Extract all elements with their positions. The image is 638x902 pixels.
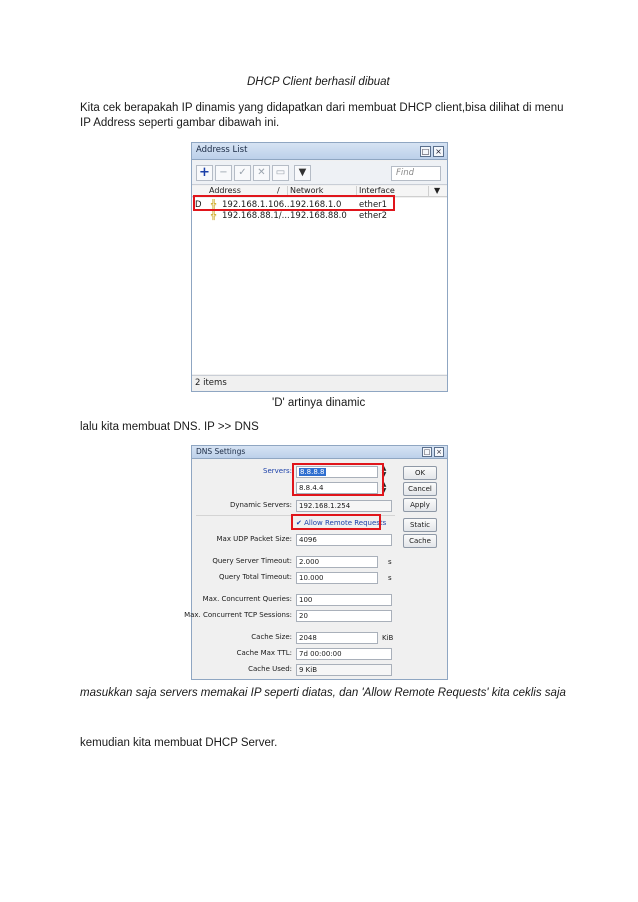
server-input-1[interactable]: 8.8.8.8	[296, 466, 378, 478]
remove-button[interactable]: −	[215, 165, 232, 181]
column-header[interactable]: Network	[290, 186, 324, 195]
cache-used-label: Cache Used:	[248, 665, 292, 673]
cache-max-ttl-label: Cache Max TTL:	[236, 649, 292, 657]
find-input[interactable]: Find	[391, 166, 441, 181]
cancel-button[interactable]: Cancel	[403, 482, 437, 496]
item-count: 2 items	[195, 378, 227, 388]
apply-button[interactable]: Apply	[403, 498, 437, 512]
comment-button[interactable]: ▭	[272, 165, 289, 181]
dns-settings-titlebar	[192, 446, 447, 459]
spin-arrows-icon[interactable]: ▲ ▼	[381, 465, 387, 478]
ip-address-icon: ╬	[211, 211, 217, 221]
window-title: Address List	[196, 145, 248, 155]
address-list-window	[191, 142, 448, 392]
cache-size-input[interactable]: 2048	[296, 632, 378, 644]
paragraph-line: lalu kita membuat DNS. IP >> DNS	[80, 421, 259, 433]
max-concurrent-queries-label: Max. Concurrent Queries:	[202, 595, 292, 603]
table-row[interactable]	[192, 211, 447, 222]
enable-button[interactable]: ✓	[234, 165, 251, 181]
address-cell: 192.168.88.1/...	[222, 211, 290, 221]
max-concurrent-tcp-label: Max. Concurrent TCP Sessions:	[184, 611, 292, 619]
network-cell: 192.168.88.0	[290, 211, 347, 221]
interface-cell: ether1	[359, 200, 388, 210]
max-udp-label: Max UDP Packet Size:	[216, 535, 292, 543]
status-bar	[192, 375, 447, 391]
filter-icon[interactable]: ▼	[294, 165, 311, 181]
cache-button[interactable]: Cache	[403, 534, 437, 548]
allow-remote-checkbox[interactable]: ✔ Allow Remote Requests	[296, 519, 387, 527]
unit-label: KiB	[382, 634, 394, 642]
address-list-titlebar	[192, 143, 447, 160]
ok-button[interactable]: OK	[403, 466, 437, 480]
cache-size-label: Cache Size:	[251, 633, 292, 641]
maximize-icon[interactable]: □	[421, 147, 430, 156]
address-cell: 192.168.1.106...	[222, 200, 293, 210]
spin-arrows-icon[interactable]: ▲ ▼	[381, 481, 387, 494]
ip-address-icon: ╬	[211, 200, 217, 210]
column-header[interactable]: Interface	[359, 186, 395, 195]
max-udp-input[interactable]: 4096	[296, 534, 392, 546]
dynamic-servers-field: 192.168.1.254	[296, 500, 392, 512]
paragraph-line: Kita cek berapakah IP dinamis yang didapatkan dari membuat DHCP client,bisa dilihat di menu	[80, 102, 564, 114]
paragraph-line: kemudian kita membuat DHCP Server.	[80, 737, 278, 749]
toolbar	[192, 161, 447, 185]
paragraph-line: masukkan saja servers memakai IP seperti diatas, dan 'Allow Remote Requests' kita ceklis saja	[80, 687, 566, 699]
paragraph-line: IP Address seperti gambar dibawah ini.	[80, 117, 280, 129]
highlight-box	[292, 463, 384, 496]
cache-used-field: 9 KiB	[296, 664, 392, 676]
query-server-timeout-label: Query Server Timeout:	[212, 557, 292, 565]
caption: 'D' artinya dinamic	[272, 397, 366, 409]
dynamic-servers-label: Dynamic Servers:	[229, 501, 292, 509]
server-input-2[interactable]: 8.8.4.4	[296, 482, 378, 494]
static-button[interactable]: Static	[403, 518, 437, 532]
chevron-down-icon[interactable]: ▼	[434, 186, 441, 195]
unit-label: s	[388, 558, 392, 566]
network-cell: 192.168.1.0	[290, 200, 342, 210]
dynamic-flag: D	[195, 200, 202, 210]
sort-icon: /	[277, 186, 280, 195]
section-heading: DHCP Client berhasil dibuat	[247, 76, 390, 88]
close-icon[interactable]: ×	[433, 146, 444, 157]
column-header[interactable]: Address	[209, 186, 241, 195]
interface-cell: ether2	[359, 211, 388, 221]
servers-label: Servers:	[263, 467, 292, 475]
address-table	[192, 198, 447, 374]
max-concurrent-queries-input[interactable]: 100	[296, 594, 392, 606]
max-concurrent-tcp-input[interactable]: 20	[296, 610, 392, 622]
highlight-box	[193, 195, 395, 211]
cache-max-ttl-input[interactable]: 7d 00:00:00	[296, 648, 392, 660]
highlight-box	[291, 514, 381, 530]
query-server-timeout-input[interactable]: 2.000	[296, 556, 378, 568]
query-total-timeout-label: Query Total Timeout:	[218, 573, 292, 581]
maximize-icon[interactable]: □	[423, 448, 431, 456]
disable-button[interactable]: ✕	[253, 165, 270, 181]
query-total-timeout-input[interactable]: 10.000	[296, 572, 378, 584]
window-title: DNS Settings	[196, 447, 246, 456]
unit-label: s	[388, 574, 392, 582]
add-button[interactable]: +	[196, 165, 213, 181]
close-icon[interactable]: ×	[434, 447, 444, 457]
